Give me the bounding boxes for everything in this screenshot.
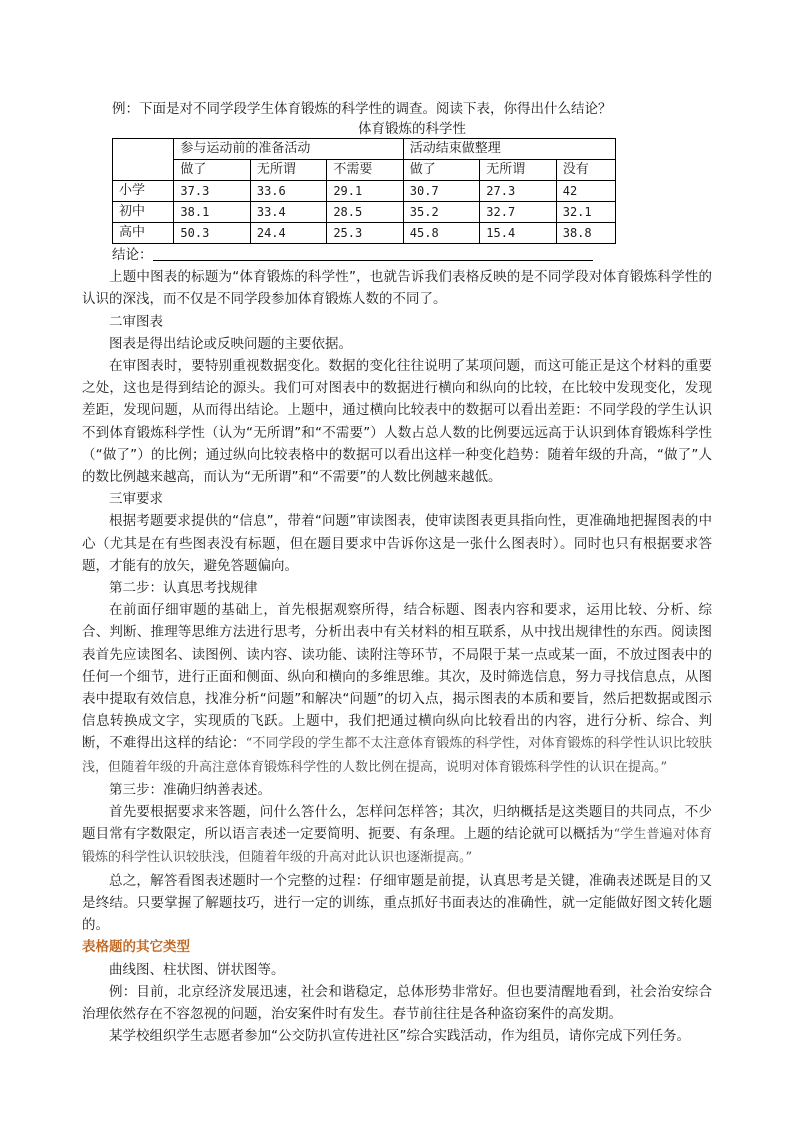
- table-cell: 33.6: [250, 181, 326, 202]
- table-subheader: 无所谓: [480, 160, 556, 181]
- example-question: 例：下面是对不同学段学生体育锻炼的科学性的调查。阅读下表，你得出什么结论？: [112, 101, 612, 117]
- table-cell: 24.4: [250, 223, 326, 244]
- paragraph-text: 在前面仔细审题的基础上，首先根据观察所得，结合标题、图表内容和要求，运用比较、分析、综合、判断、推理等思维方法进行思考，分析出表中有关材料的相互联系，从中找出规律性的东西。阅读图表首先应读图名、读图例、读内容、读功能、读附注等环节，不局限于某一点或某一面，不放过图表中的任何一个细节，进行正面和侧面、纵向和横向的多维思维。其次，及时筛选信息，努力寻找信息点，从图表中提取有效信息，找准分析“问题”和解决“问题”的切入点，揭示图表的本质和要旨，然后把数据或图示信息转换成文字，实现质的飞跃。上题中，我们把通过横向纵向比较看出的内容，进行分析、综合、判断，不难得出这样的结论：: [82, 602, 712, 752]
- heading-step-three: 第三步：准确归纳善表述。: [109, 781, 271, 798]
- paragraph: 在审图表时，要特别重视数据变化。数据的变化往往说明了某项问题，而这可能正是这个材料的重要之处，这也是得到结论的源头。我们可对图表中的数据进行横向和纵向的比较，在比较中发现变化，发现差距，发现问题，从而得出结论。上题中，通过横向比较表中的数据可以看出差距：不同学段的学生认识不到体育锻炼科学性（认为“无所谓”和“不需要”）人数占总人数的比例要远远高于认识到体育锻炼科学性（“做了”）的比例；通过纵向比较表格中的数据可以看出这样一种变化趋势：随着年级的升高，“做了”人的数比例越来越高，而认为“无所谓”和“不需要”的人数比例越来越低。: [82, 358, 712, 486]
- paragraph: [82, 599, 712, 779]
- table-subheader: 无所谓: [250, 160, 326, 181]
- paragraph: 上题中图表的标题为“体育锻炼的科学性”，也就告诉我们表格反映的是不同学段对体育锻炼科学性的认识的深浅，而不仅是不同学段参加体育锻炼人数的不同了。: [82, 269, 712, 308]
- table-cell: 15.4: [480, 223, 556, 244]
- table-cell: 25.3: [327, 223, 403, 244]
- paragraph: 图表是得出结论或反映问题的主要依据。: [109, 335, 352, 352]
- paragraph: 例：目前，北京经济发展迅速，社会和谐稳定，总体形势非常好。但也要清醒地看到，社会治安综合治理依然存在不容忽视的问题，治安案件时有发生。春节前往往是各种盗窃案件的高发期。: [82, 983, 712, 1022]
- table-subheader: 不需要: [327, 160, 403, 181]
- conclusion-blank: [153, 246, 593, 261]
- table-cell: 32.1: [556, 202, 615, 223]
- row-label: 高中: [113, 223, 174, 244]
- table-cell: 28.5: [327, 202, 403, 223]
- paragraph: [82, 801, 712, 870]
- table-row: [113, 181, 616, 202]
- table-subheader: 做了: [174, 160, 250, 181]
- conclusion-label: 结论：: [112, 247, 153, 264]
- section-title: 表格题的其它类型: [82, 939, 190, 956]
- quoted-conclusion: “不同学段的学生都不太注意体育锻炼的科学性，对体育锻炼的科学性认识比较肤浅，但随着年级的升高注意体育锻炼科学性的人数比例在提高，说明对体育锻炼科学性的认识在提高。”: [82, 736, 712, 775]
- table-cell: 35.2: [403, 202, 479, 223]
- table-cell: 38.8: [556, 223, 615, 244]
- table-subheader-row: [113, 160, 616, 181]
- heading-step-two: 第二步：认真思考找规律: [109, 580, 258, 597]
- table-cell: 38.1: [174, 202, 250, 223]
- survey-table: [112, 138, 616, 244]
- paragraph: 总之，解答看图表述题时一个完整的过程：仔细审题是前提，认真思考是关键，准确表述既是目的又是终结。只要掌握了解题技巧，进行一定的训练，重点抓好书面表达的准确性，就一定能做好图文转化题的。: [82, 872, 712, 934]
- paragraph: 某学校组织学生志愿者参加“公交防扒宣传进社区”综合实践活动，作为组员，请你完成下列任务。: [109, 1028, 690, 1045]
- row-label: 初中: [113, 202, 174, 223]
- paragraph-text: 首先要根据要求来答题，问什么答什么，怎样问怎样答；其次，归纳概括是这类题目的共同点，不少题目常有字数限定，所以语言表述一定要简明、扼要、有条理。上题的结论就可以概括为: [82, 804, 712, 843]
- table-cell: 45.8: [403, 223, 479, 244]
- document-page: [82, 98, 712, 1047]
- table-cell: 30.7: [403, 181, 479, 202]
- paragraph: 根据考题要求提供的“信息”，带着“问题”审读图表，使审读图表更具指向性，更准确地把握图表的中心（尤其是在有些图表没有标题，但在题目要求中告诉你这是一张什么图表时）。同时也只有根据要求答题，才能有的放矢，避免答题偏向。: [82, 513, 712, 574]
- table-cell: 32.7: [480, 202, 556, 223]
- table-row: [113, 202, 616, 223]
- conclusion-line: [82, 244, 712, 266]
- table-cell: 27.3: [480, 181, 556, 202]
- paragraph: 曲线图、柱状图、饼状图等。: [109, 961, 285, 978]
- table-subheader: 做了: [403, 160, 479, 181]
- table-cell: 33.4: [250, 202, 326, 223]
- table-group-header: 参与运动前的准备活动: [174, 139, 403, 160]
- quoted-conclusion: “学生普遍对体育锻炼的科学性认识较肤浅，但随着年级的升高对此认识也逐渐提高。”: [82, 827, 712, 866]
- table-cell: 50.3: [174, 223, 250, 244]
- table-cell: 29.1: [327, 181, 403, 202]
- table-corner-cell: [113, 139, 174, 181]
- row-label: 小学: [113, 181, 174, 202]
- table-caption: 体育锻炼的科学性: [358, 121, 466, 138]
- table-cell: 42: [556, 181, 615, 202]
- table-subheader: 没有: [556, 160, 615, 181]
- heading-review-chart: 二审图表: [109, 313, 163, 330]
- table-group-header: 活动结束做整理: [403, 139, 615, 160]
- table-cell: 37.3: [174, 181, 250, 202]
- table-row: [113, 223, 616, 244]
- table-header-row: [113, 139, 616, 160]
- heading-review-requirements: 三审要求: [109, 491, 163, 508]
